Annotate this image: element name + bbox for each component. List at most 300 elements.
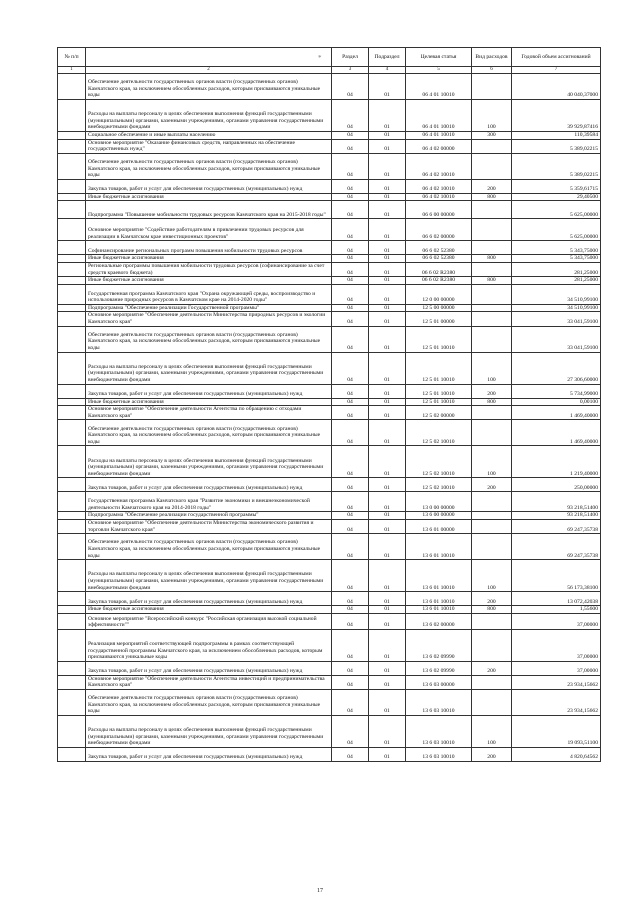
- row-name-cell: Иные бюджетные ассигнования: [86, 398, 332, 406]
- row-subsection-cell: 01: [369, 519, 406, 533]
- row-target-cell: 12 5 00 00000: [406, 304, 472, 312]
- row-amount-cell: 281,25000: [512, 262, 601, 276]
- row-num-cell: [58, 384, 86, 398]
- table-row: [58, 613, 601, 629]
- row-amount-cell: 39 929,87416: [512, 100, 601, 132]
- row-amount-cell: 34 510,99100: [512, 304, 601, 312]
- header-expense: Вид расходов: [472, 48, 512, 67]
- row-expense-cell: 800: [472, 193, 512, 201]
- table-row: [58, 446, 601, 478]
- row-subsection-cell: 01: [369, 193, 406, 201]
- row-amount-cell: 23 934,15662: [512, 675, 601, 689]
- row-name-cell: Основное мероприятие "Обеспечение деятельности Агентства инвестиций и предпринимательства Камчатского края": [86, 675, 332, 689]
- row-expense-cell: 200: [472, 661, 512, 675]
- row-amount-cell: 27 306,60000: [512, 352, 601, 384]
- row-num-cell: [58, 420, 86, 446]
- row-name-cell: Основное мероприятие "Содействие работодателям в привлечении трудовых ресурсов для реализации в Камчатском крае инвестиционных проектов": [86, 219, 332, 241]
- row-section-cell: 04: [332, 446, 369, 478]
- row-name-cell: Расходы на выплаты персоналу в целях обеспечения выполнения функций государственными (муниципальными) органами, казенными учреждениями, органами управления государственными внебюджетными фондами: [86, 446, 332, 478]
- row-expense-cell: [472, 312, 512, 326]
- row-name-cell: Реализация мероприятий соответствующей подпрограммы в рамках соответствующей государственной программы Камчатского края, за исключением обособленных расходов, которым присваиваются уникальные коды: [86, 629, 332, 661]
- row-num-cell: [58, 255, 86, 263]
- row-num-cell: [58, 592, 86, 606]
- table-row: [58, 100, 601, 132]
- row-section-cell: 04: [332, 352, 369, 384]
- table-row: [58, 592, 601, 606]
- row-subsection-cell: 01: [369, 715, 406, 747]
- table-row: [58, 420, 601, 446]
- header-amount: Годовой объем ассигнований: [512, 48, 601, 67]
- row-section-cell: 04: [332, 560, 369, 592]
- table-row: [58, 262, 601, 276]
- row-num-cell: [58, 661, 86, 675]
- row-expense-cell: 100: [472, 446, 512, 478]
- row-amount-cell: 19 093,51100: [512, 715, 601, 747]
- table-row: [58, 312, 601, 326]
- row-amount-cell: 69 247,35738: [512, 534, 601, 560]
- table-row: [58, 675, 601, 689]
- row-num-cell: [58, 74, 86, 100]
- row-subsection-cell: 01: [369, 406, 406, 420]
- row-target-cell: 06 4 01 10010: [406, 100, 472, 132]
- header-name: [86, 48, 332, 67]
- row-target-cell: 12 5 01 10010: [406, 352, 472, 384]
- row-num-cell: [58, 304, 86, 312]
- row-expense-cell: [472, 219, 512, 241]
- row-name-cell: Софинансирование региональных программ повышения мобильности трудовых ресурсов: [86, 241, 332, 255]
- index-cell: 3: [332, 67, 369, 74]
- index-cell: 7: [512, 67, 601, 74]
- row-subsection-cell: 01: [369, 312, 406, 326]
- row-subsection-cell: 01: [369, 592, 406, 606]
- row-amount-cell: 5 343,75000: [512, 241, 601, 255]
- table-row: [58, 534, 601, 560]
- row-expense-cell: 100: [472, 100, 512, 132]
- row-target-cell: 06 4 02 00000: [406, 139, 472, 153]
- row-name-cell: Закупка товаров, работ и услуг для обеспечения государственных (муниципальных) нужд: [86, 592, 332, 606]
- row-section-cell: 04: [332, 132, 369, 140]
- index-cell: 2: [86, 67, 332, 74]
- row-name-cell: Расходы на выплаты персоналу в целях обеспечения выполнения функций государственными (муниципальными) органами, казенными учреждениями, органами управления государственными внебюджетными фондами: [86, 100, 332, 132]
- row-num-cell: [58, 512, 86, 520]
- row-name-cell: Основное мероприятие "Обеспечение деятельности Агентства по обращению с отходами Камчатского края": [86, 406, 332, 420]
- row-num-cell: [58, 519, 86, 533]
- row-name-cell: Подпрограмма "Обеспечение реализации Государственной программы": [86, 304, 332, 312]
- row-section-cell: 04: [332, 747, 369, 761]
- row-section-cell: 04: [332, 255, 369, 263]
- row-section-cell: 04: [332, 304, 369, 312]
- row-target-cell: 13 6 01 10010: [406, 560, 472, 592]
- table-row: [58, 241, 601, 255]
- row-num-cell: [58, 326, 86, 352]
- row-num-cell: [58, 478, 86, 492]
- row-amount-cell: 250,00000: [512, 478, 601, 492]
- row-target-cell: 12 5 02 10010: [406, 420, 472, 446]
- table-row: [58, 132, 601, 140]
- row-section-cell: 04: [332, 284, 369, 304]
- row-subsection-cell: 01: [369, 420, 406, 446]
- row-target-cell: 13 6 01 00000: [406, 519, 472, 533]
- row-amount-cell: 5 389,02215: [512, 153, 601, 179]
- row-section-cell: 04: [332, 74, 369, 100]
- row-expense-cell: 100: [472, 352, 512, 384]
- table-row: [58, 284, 601, 304]
- row-amount-cell: 93 218,51400: [512, 512, 601, 520]
- row-amount-cell: 5 734,99000: [512, 384, 601, 398]
- row-expense-cell: [472, 689, 512, 715]
- row-section-cell: 04: [332, 241, 369, 255]
- row-num-cell: [58, 715, 86, 747]
- table-row: [58, 406, 601, 420]
- row-name-cell: Подпрограмма "Повышение мобильности трудовых ресурсов Камчатского края на 2015-2018 годы": [86, 201, 332, 219]
- row-name-cell: Расходы на выплаты персоналу в целях обеспечения выполнения функций государственными (муниципальными) органами, казенными учреждениями, органами управления государственными внебюджетными фондами: [86, 715, 332, 747]
- row-amount-cell: 1,55600: [512, 606, 601, 614]
- row-amount-cell: 69 247,35738: [512, 519, 601, 533]
- row-section-cell: 04: [332, 715, 369, 747]
- row-amount-cell: 93 218,51400: [512, 492, 601, 512]
- row-subsection-cell: 01: [369, 747, 406, 761]
- row-section-cell: 04: [332, 629, 369, 661]
- header-subsection: Подраздел: [369, 48, 406, 67]
- row-expense-cell: [472, 629, 512, 661]
- row-name-cell: Обеспечение деятельности государственных органов власти (государственных органов) Камчатского края, за исключением обособленных расходов, которым присваиваются уникальные коды: [86, 420, 332, 446]
- row-section-cell: 04: [332, 193, 369, 201]
- row-expense-cell: [472, 74, 512, 100]
- row-amount-cell: 281,25000: [512, 277, 601, 285]
- row-amount-cell: 37,00000: [512, 629, 601, 661]
- table-row: [58, 629, 601, 661]
- row-amount-cell: 0,00100: [512, 398, 601, 406]
- row-expense-cell: [472, 675, 512, 689]
- row-expense-cell: 300: [472, 132, 512, 140]
- row-name-cell: Обеспечение деятельности государственных органов власти (государственных органов) Камчатского края, за исключением обособленных расходов, которым присваиваются уникальные коды: [86, 689, 332, 715]
- row-section-cell: 04: [332, 613, 369, 629]
- index-cell: 6: [472, 67, 512, 74]
- row-amount-cell: 40 040,37000: [512, 74, 601, 100]
- row-expense-cell: [472, 534, 512, 560]
- row-subsection-cell: 01: [369, 492, 406, 512]
- row-section-cell: 04: [332, 592, 369, 606]
- row-subsection-cell: 01: [369, 74, 406, 100]
- row-num-cell: [58, 446, 86, 478]
- row-expense-cell: 100: [472, 715, 512, 747]
- row-num-cell: [58, 560, 86, 592]
- table-row: [58, 492, 601, 512]
- row-expense-cell: [472, 201, 512, 219]
- table-row: [58, 689, 601, 715]
- row-subsection-cell: 01: [369, 326, 406, 352]
- row-name-cell: Иные бюджетные ассигнования: [86, 255, 332, 263]
- row-target-cell: 12 0 00 00000: [406, 284, 472, 304]
- row-section-cell: 04: [332, 689, 369, 715]
- table-row: [58, 153, 601, 179]
- table-row: [58, 255, 601, 263]
- row-amount-cell: 5 343,75000: [512, 255, 601, 263]
- row-section-cell: 04: [332, 398, 369, 406]
- row-expense-cell: [472, 492, 512, 512]
- row-subsection-cell: 01: [369, 262, 406, 276]
- row-target-cell: 13 6 03 00000: [406, 675, 472, 689]
- row-expense-cell: [472, 613, 512, 629]
- row-amount-cell: 1 219,40000: [512, 446, 601, 478]
- row-num-cell: [58, 406, 86, 420]
- table-row: [58, 304, 601, 312]
- row-target-cell: 06 6 02 R2380: [406, 262, 472, 276]
- row-expense-cell: 200: [472, 478, 512, 492]
- row-name-cell: Закупка товаров, работ и услуг для обеспечения государственных (муниципальных) нужд: [86, 384, 332, 398]
- header-target: Целевая статья: [406, 48, 472, 67]
- row-section-cell: 04: [332, 179, 369, 193]
- row-name-cell: Закупка товаров, работ и услуг для обеспечения государственных (муниципальных) нужд: [86, 661, 332, 675]
- row-expense-cell: 200: [472, 179, 512, 193]
- row-num-cell: [58, 534, 86, 560]
- row-target-cell: 13 6 02 00000: [406, 613, 472, 629]
- row-target-cell: 13 6 01 10010: [406, 606, 472, 614]
- row-name-cell: Закупка товаров, работ и услуг для обеспечения государственных (муниципальных) нужд: [86, 747, 332, 761]
- row-subsection-cell: 01: [369, 219, 406, 241]
- row-num-cell: [58, 139, 86, 153]
- row-target-cell: 12 5 02 10010: [406, 478, 472, 492]
- header-num: № п/п: [58, 48, 86, 67]
- row-subsection-cell: 01: [369, 560, 406, 592]
- row-num-cell: [58, 398, 86, 406]
- row-target-cell: 12 5 01 00000: [406, 312, 472, 326]
- row-name-cell: Государственная программа Камчатского края "Охрана окружающей среды, воспроизводство и использование природных ресурсов в Камчатском крае на 2014-2020 годы": [86, 284, 332, 304]
- row-section-cell: 04: [332, 534, 369, 560]
- row-section-cell: 04: [332, 606, 369, 614]
- row-section-cell: 04: [332, 262, 369, 276]
- row-expense-cell: 800: [472, 255, 512, 263]
- row-num-cell: [58, 241, 86, 255]
- row-target-cell: 12 5 01 10010: [406, 326, 472, 352]
- row-subsection-cell: 01: [369, 277, 406, 285]
- row-target-cell: 13 6 03 10010: [406, 747, 472, 761]
- row-amount-cell: 5 625,00000: [512, 219, 601, 241]
- row-target-cell: 06 6 00 00000: [406, 201, 472, 219]
- row-amount-cell: 13 072,42038: [512, 592, 601, 606]
- row-section-cell: 04: [332, 201, 369, 219]
- row-name-cell: Закупка товаров, работ и услуг для обеспечения государственных (муниципальных) нужд: [86, 179, 332, 193]
- row-name-cell: Расходы на выплаты персоналу в целях обеспечения выполнения функций государственными (муниципальными) органами, казенными учреждениями, органами управления государственными внебюджетными фондами: [86, 352, 332, 384]
- index-cell: 5: [406, 67, 472, 74]
- table-row: [58, 519, 601, 533]
- row-amount-cell: 37,00000: [512, 661, 601, 675]
- header-section: Раздел: [332, 48, 369, 67]
- index-row: [58, 67, 601, 74]
- index-cell: 1: [58, 67, 86, 74]
- row-amount-cell: 5 625,00000: [512, 201, 601, 219]
- table-row: [58, 277, 601, 285]
- row-subsection-cell: 01: [369, 100, 406, 132]
- table-row: [58, 179, 601, 193]
- row-subsection-cell: 01: [369, 352, 406, 384]
- row-section-cell: 04: [332, 661, 369, 675]
- table-row: [58, 193, 601, 201]
- table-row: [58, 74, 601, 100]
- row-subsection-cell: 01: [369, 613, 406, 629]
- row-target-cell: 06 4 02 10010: [406, 153, 472, 179]
- row-amount-cell: 34 510,99100: [512, 284, 601, 304]
- row-expense-cell: 800: [472, 277, 512, 285]
- row-expense-cell: 200: [472, 592, 512, 606]
- row-target-cell: 06 4 01 10010: [406, 74, 472, 100]
- row-amount-cell: 1 469,40000: [512, 420, 601, 446]
- row-section-cell: 04: [332, 478, 369, 492]
- row-target-cell: 12 5 01 10010: [406, 384, 472, 398]
- row-subsection-cell: 01: [369, 255, 406, 263]
- table-row: [58, 384, 601, 398]
- row-section-cell: 04: [332, 153, 369, 179]
- row-subsection-cell: 01: [369, 284, 406, 304]
- table-row: [58, 512, 601, 520]
- row-num-cell: [58, 201, 86, 219]
- row-subsection-cell: 01: [369, 384, 406, 398]
- row-name-cell: Основное мероприятие "Всероссийский конкурс "Российская организация высокой социальной эффективности"": [86, 613, 332, 629]
- index-cell: 4: [369, 67, 406, 74]
- row-expense-cell: [472, 406, 512, 420]
- row-expense-cell: [472, 304, 512, 312]
- row-subsection-cell: 01: [369, 446, 406, 478]
- table-row: [58, 478, 601, 492]
- row-target-cell: 13 6 02 09990: [406, 629, 472, 661]
- row-section-cell: 04: [332, 219, 369, 241]
- row-section-cell: 04: [332, 326, 369, 352]
- row-num-cell: [58, 689, 86, 715]
- row-target-cell: 06 6 02 52380: [406, 241, 472, 255]
- row-section-cell: 04: [332, 312, 369, 326]
- table-row: [58, 560, 601, 592]
- row-target-cell: 13 6 02 09990: [406, 661, 472, 675]
- row-num-cell: [58, 100, 86, 132]
- table-row: [58, 747, 601, 761]
- row-amount-cell: 29,40500: [512, 193, 601, 201]
- row-target-cell: 13 6 00 00000: [406, 512, 472, 520]
- row-num-cell: [58, 132, 86, 140]
- row-name-cell: Обеспечение деятельности государственных органов власти (государственных органов) Камчатского края, за исключением обособленных расходов, которым присваиваются уникальные коды: [86, 153, 332, 179]
- row-num-cell: [58, 747, 86, 761]
- table-row: [58, 606, 601, 614]
- row-target-cell: 06 6 02 R2380: [406, 277, 472, 285]
- table-row: [58, 139, 601, 153]
- table-row: [58, 661, 601, 675]
- row-section-cell: 04: [332, 100, 369, 132]
- row-subsection-cell: 01: [369, 689, 406, 715]
- table-body: [58, 74, 601, 762]
- row-subsection-cell: 01: [369, 153, 406, 179]
- row-subsection-cell: 01: [369, 139, 406, 153]
- row-section-cell: 04: [332, 675, 369, 689]
- row-num-cell: [58, 492, 86, 512]
- row-amount-cell: 23 934,15662: [512, 689, 601, 715]
- row-expense-cell: [472, 241, 512, 255]
- table-row: [58, 398, 601, 406]
- row-subsection-cell: 01: [369, 132, 406, 140]
- row-section-cell: 04: [332, 519, 369, 533]
- row-num-cell: [58, 629, 86, 661]
- row-expense-cell: [472, 326, 512, 352]
- row-expense-cell: [472, 512, 512, 520]
- row-subsection-cell: 01: [369, 304, 406, 312]
- row-amount-cell: 56 173,38100: [512, 560, 601, 592]
- row-amount-cell: 33 041,59100: [512, 326, 601, 352]
- row-target-cell: 12 5 01 10010: [406, 398, 472, 406]
- row-name-cell: Расходы на выплаты персоналу в целях обеспечения выполнения функций государственными (муниципальными) органами, казенными учреждениями, органами управления государственными внебюджетными фондами: [86, 560, 332, 592]
- row-name-cell: Основное мероприятие "Оказание финансовых средств, направленных на обеспечение государственных нужд": [86, 139, 332, 153]
- row-num-cell: [58, 277, 86, 285]
- row-subsection-cell: 01: [369, 179, 406, 193]
- row-subsection-cell: 01: [369, 675, 406, 689]
- row-num-cell: [58, 153, 86, 179]
- row-num-cell: [58, 606, 86, 614]
- page-number: 17: [317, 888, 323, 894]
- table-row: [58, 715, 601, 747]
- row-subsection-cell: 01: [369, 629, 406, 661]
- row-num-cell: [58, 312, 86, 326]
- row-target-cell: 13 6 01 10010: [406, 592, 472, 606]
- row-name-cell: Основное мероприятие "Обеспечение деятельности Министерства экономического развития и торговли Камчатского края": [86, 519, 332, 533]
- row-target-cell: 13 0 00 00000: [406, 492, 472, 512]
- row-target-cell: 13 6 03 10010: [406, 715, 472, 747]
- row-num-cell: [58, 675, 86, 689]
- row-name-cell: Закупка товаров, работ и услуг для обеспечения государственных (муниципальных) нужд: [86, 478, 332, 492]
- row-section-cell: 04: [332, 384, 369, 398]
- row-subsection-cell: 01: [369, 241, 406, 255]
- row-num-cell: [58, 613, 86, 629]
- row-expense-cell: [472, 519, 512, 533]
- row-num-cell: [58, 262, 86, 276]
- row-amount-cell: 110,39584: [512, 132, 601, 140]
- row-target-cell: 13 6 03 10010: [406, 689, 472, 715]
- row-expense-cell: [472, 284, 512, 304]
- row-target-cell: 13 6 01 10010: [406, 534, 472, 560]
- row-expense-cell: 200: [472, 747, 512, 761]
- row-amount-cell: 5 389,02215: [512, 139, 601, 153]
- row-target-cell: 12 5 02 00000: [406, 406, 472, 420]
- row-name-cell: Иные бюджетные ассигнования: [86, 606, 332, 614]
- row-num-cell: [58, 352, 86, 384]
- row-amount-cell: 4 820,64562: [512, 747, 601, 761]
- row-name-cell: Региональные программы повышения мобильности трудовых ресурсов (софинансирование за счет средств краевого бюджета): [86, 262, 332, 276]
- row-expense-cell: [472, 139, 512, 153]
- row-num-cell: [58, 179, 86, 193]
- header-row: [58, 48, 601, 67]
- table-row: [58, 219, 601, 241]
- row-target-cell: 06 4 02 10010: [406, 179, 472, 193]
- row-name-cell: Подпрограмма "Обеспечение реализации государственной программы": [86, 512, 332, 520]
- row-expense-cell: 800: [472, 606, 512, 614]
- row-num-cell: [58, 193, 86, 201]
- row-expense-cell: 800: [472, 398, 512, 406]
- row-section-cell: 04: [332, 512, 369, 520]
- row-amount-cell: 37,00000: [512, 613, 601, 629]
- table-row: [58, 326, 601, 352]
- row-subsection-cell: 01: [369, 534, 406, 560]
- row-section-cell: 04: [332, 139, 369, 153]
- row-section-cell: 04: [332, 277, 369, 285]
- row-amount-cell: 1 469,40000: [512, 406, 601, 420]
- row-expense-cell: [472, 420, 512, 446]
- row-expense-cell: [472, 153, 512, 179]
- row-section-cell: 04: [332, 420, 369, 446]
- row-name-cell: Государственная программа Камчатского края "Развитие экономики и внешнеэкономической деятельности Камчатского края на 2014-2018 годы": [86, 492, 332, 512]
- row-name-cell: Обеспечение деятельности государственных органов власти (государственных органов) Камчатского края, за исключением обособленных расходов, которым присваиваются уникальные коды: [86, 326, 332, 352]
- budget-table: [57, 47, 601, 762]
- row-amount-cell: 33 041,59100: [512, 312, 601, 326]
- row-target-cell: 06 4 02 10010: [406, 193, 472, 201]
- row-name-cell: Основное мероприятие "Обеспечение деятельности Министерства природных ресурсов и экологии Камчатского края": [86, 312, 332, 326]
- row-subsection-cell: 01: [369, 512, 406, 520]
- row-name-cell: Обеспечение деятельности государственных органов власти (государственных органов) Камчатского края, за исключением обособленных расходов, которым присваиваются уникальные коды: [86, 534, 332, 560]
